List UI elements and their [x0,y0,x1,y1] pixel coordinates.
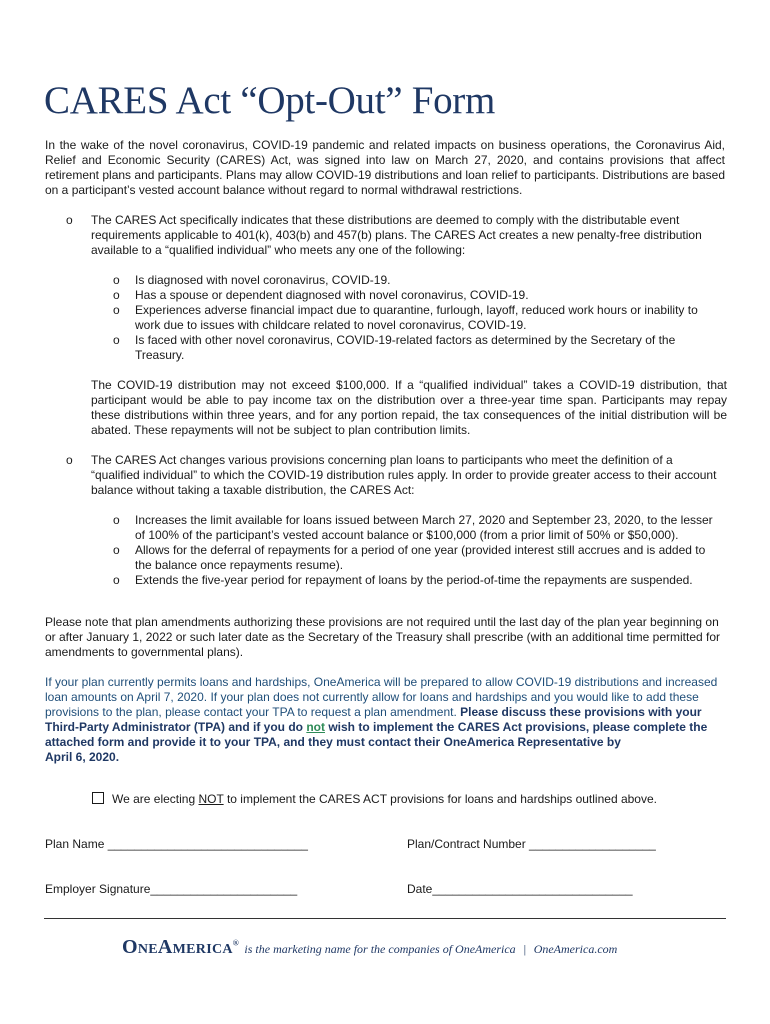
checkbox-text-before: We are electing [112,792,196,806]
page-title: CARES Act “Opt-Out” Form [44,79,496,122]
oneamerica-logo [122,936,239,958]
logo-text: OneAmerica [122,936,233,958]
list-item: o Allows for the deferral of repayments for a period of one year (provided interest still accrues and is added to the balance once repayments resume). [113,543,725,573]
list-item: o Extends the five-year period for repayment of loans by the period-of-time the repayments are suspended. [113,573,725,588]
list-item: o Experiences adverse financial impact due to quarantine, furlough, layoff, reduced work hours or inability to work due to issues with childcare related to novel coronavirus, COVID-19. [113,303,721,333]
intro-paragraph: In the wake of the novel coronavirus, COVID-19 pandemic and related impacts on business operations, the Coronavirus Aid, Relief and Economic Security (CARES) Act, was signed into law on March 27, 2020, and contains provisions that affect retirement plans and participants. Plans may allow COVID-19 distributions and loan relief to participants. Distributions are based on a participant’s vested account balance without regard to normal withdrawal restrictions. [45,138,725,197]
checkbox-text-after: to implement the CARES ACT provisions for loans and hardships outlined above. [226,792,657,806]
footer-separator: | [523,942,527,956]
opt-out-checkbox-row[interactable] [92,792,657,806]
instructions-text: If your plan currently permits loans and hardships, OneAmerica will be prepared to allow COVID-19 distributions and increased loan amounts on April 7, 2020. If your plan does not currently allow for loans and hardships and you would like to add these provisions to the plan, please contact your TPA to request a plan amendment. [45,675,718,719]
footer-tagline: is the marketing name for the companies of OneAmerica [244,942,516,956]
bullet-marker: o [66,453,73,467]
instructions-bold-2: wish to implement the CARES Act provisions, please complete the attached form and provide it to your TPA, and they must contact their OneAmerica Representative by [45,720,708,749]
list-item: o Is diagnosed with novel coronavirus, COVID-19. [113,273,721,288]
list-item: o Is faced with other novel coronavirus, COVID-19-related factors as determined by the Secretary of the Treasury. [113,333,721,363]
bullet1-block [91,213,727,438]
bullet1-text: The CARES Act specifically indicates that these distributions are deemed to comply with the distributable event requirements applicable to 401(k), 403(b) and 457(b) plans. The CARES Act creates a new penalty-free distribution available to a “qualified individual” who meets any one of the following: [91,213,702,257]
footer [122,936,617,959]
plan-name-field[interactable]: Plan Name ______________________________ [45,837,308,851]
contract-number-field[interactable]: Plan/Contract Number ___________________ [407,837,656,851]
deadline-date: April 6, 2020. [45,750,120,764]
footer-divider [44,918,726,919]
bullet2-block [91,453,721,588]
instructions-bold-1: Please discuss these provisions with your Third-Party Administrator (TPA) and if you do [45,705,702,734]
list-item: o Has a spouse or dependent diagnosed with novel coronavirus, COVID-19. [113,288,721,303]
instructions-paragraph [45,675,725,765]
note-paragraph: Please note that plan amendments authorizing these provisions are not required until the last day of the plan year beginning on or after January 1, 2022 or such later date as the Secretary of the Treasury shall prescribe (with an additional time permitted for amendments to governmental plans). [45,615,721,659]
footer-site-link[interactable]: OneAmerica.com [533,942,618,956]
bullet2-sublist [113,513,725,588]
opt-out-checkbox[interactable] [92,792,104,804]
list-item: o Increases the limit available for loans issued between March 27, 2020 and September 23, 2020, to the lesser of 100% of the participant’s vested account balance or $100,000 (from a prior limit of 50% or $50,000). [113,513,725,543]
date-field[interactable]: Date______________________________ [407,882,633,896]
checkbox-not: NOT [198,792,224,806]
bullet1-sublist [113,273,721,363]
bullet1-after: The COVID-19 distribution may not exceed $100,000. If a “qualified individual” takes a COVID-19 distribution, that participant would be able to pay income tax on the distribution over a three-year time span. Participants may repay these distributions within three years, and for any portion repaid, the tax consequences of the initial distribution will be abated. These repayments will not be subject to plan contribution limits. [91,378,727,437]
bullet-marker: o [66,213,73,227]
bullet2-text: The CARES Act changes various provisions concerning plan loans to participants who meet the definition of a “qualified individual” to which the COVID-19 distribution rules apply. In order to provide greater access to their account balance without taking a taxable distribution, the CARES Act: [91,453,717,497]
not-emphasis: not [306,720,325,734]
registered-mark: ® [232,938,240,948]
employer-signature-field[interactable]: Employer Signature______________________ [45,882,298,896]
